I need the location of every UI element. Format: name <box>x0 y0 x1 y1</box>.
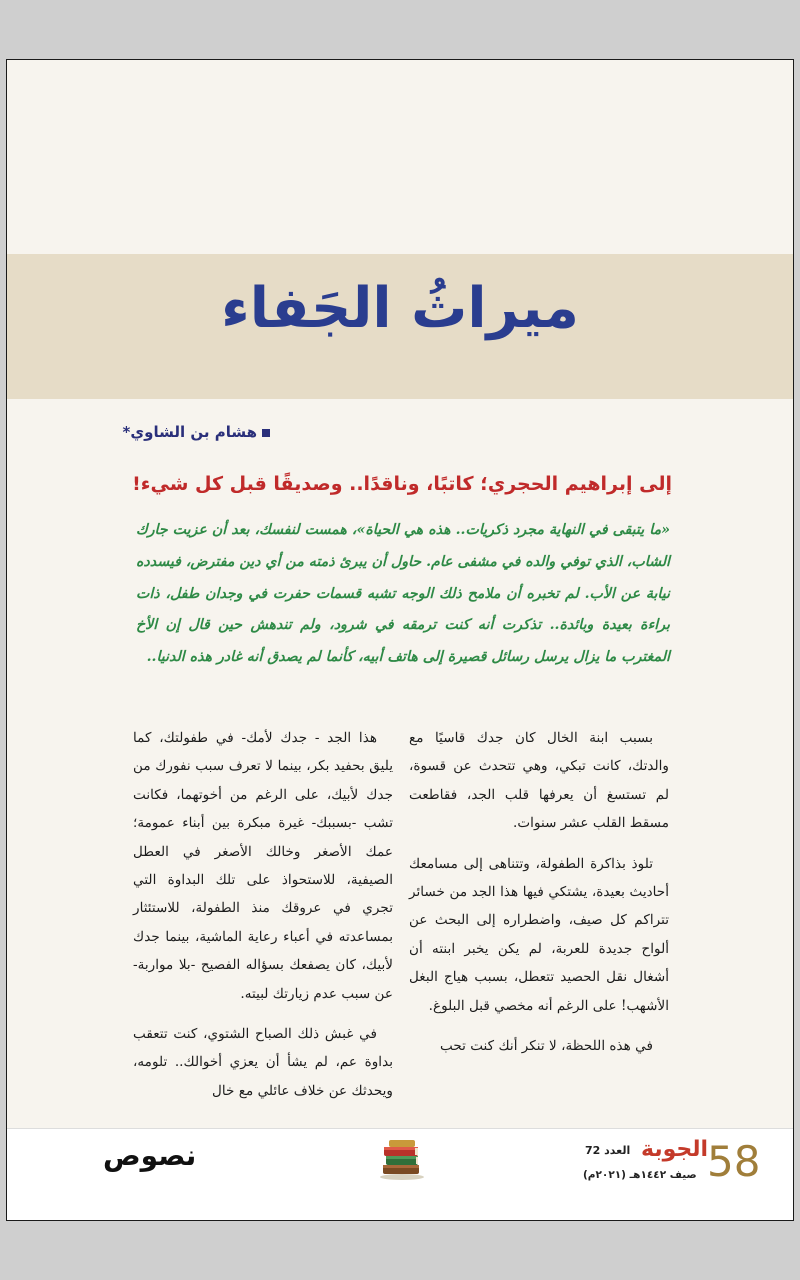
paragraph: بسبب ابنة الخال كان جدك قاسيًا مع والدتك، كانت تبكي، وهي تتحدث عن قسوة، لم تستسغ أن يعرفها قلب الجد، فقاطعت مسقط القلب عشر سنوات. <box>409 730 669 832</box>
author-name: هشام بن الشاوي* <box>122 423 257 441</box>
article-title: ميراثُ الجَفاء <box>221 276 579 341</box>
paragraph: في هذه اللحظة، لا تنكر أنك كنت تحب <box>439 1038 653 1055</box>
page-number: 58 <box>707 1137 761 1186</box>
magazine-page <box>6 59 794 1221</box>
dedication: إلى إبراهيم الحجري؛ كاتبًا، وناقدًا.. وصديقًا قبل كل شيء! <box>132 473 672 495</box>
issue-date: صيف ١٤٤٢هـ (٢٠٢١م) <box>583 1169 697 1181</box>
magazine-name: الجوبة <box>641 1137 709 1162</box>
issue-label: العدد 72 <box>585 1144 631 1157</box>
paragraph: هذا الجد - جدك لأمك- في طفولتك، كما يليق بحفيد بكر، بينما لا تعرف سبب نفورك من جدك لأبيك، على الرغم من أخوتهما، فكانت تشب -بسببك- غيرة مبكرة بين أبناء عمومة؛ عمك الأصغر وخالك الأصغر في العطل الصيفية، للاستحواذ على تلك البداوة التي تجري في عروقك منذ الطفولة، للاستئثار بمساعدته في أعباء رعاية الماشية، بينما جدك لأبيك، كان يصفعك بسؤاله الفصيح -بلا مواربة- عن سبب عدم زيارتك لبيته. <box>133 730 393 1002</box>
paragraph: تلوذ بذاكرة الطفولة، وتتناهى إلى مسامعك أحاديث بعيدة، يشتكي فيها هذا الجد من خسائر تتراكم كل صيف، واضطراره إلى البحث عن ألواح جديدة للعربة، لم يكن يخبر ابنته أن أشغال نقل الحصيد تتعطل، بسبب هياج البغل الأشهب! على الرغم أنه مخصي قبل البلوغ. <box>409 855 669 1014</box>
text-column-left <box>133 724 393 1117</box>
author-line <box>123 423 270 441</box>
books-icon <box>377 1137 427 1181</box>
paragraph: في غبش ذلك الصباح الشتوي، كنت تتعقب بداوة عم، لم يشأ أن يعزي أخوالك.. تلومه، ويحدثك عن خلاف عائلي مع خال <box>133 1026 393 1099</box>
bullet-square-icon <box>262 429 270 437</box>
section-label: نصوص <box>103 1139 197 1172</box>
page-footer <box>7 1128 793 1220</box>
text-column-right <box>409 724 669 1072</box>
epigraph: «ما يتبقى في النهاية مجرد ذكريات.. هذه هي الحياة»، همست لنفسك، بعد أن عزيت جارك الشاب، الذي توفي والده في مشفى عام. حاول أن يبرئ ذمته من أي دين مفترض، فيسدده نيابة عن الأب. لم تخبره أن ملامح ذلك الوجه تشبه قسمات حفرت في وجدان طفل، ذات براءة بعيدة وبائدة.. تذكرت أنه كنت ترمقه في شرود، ولم تندهش حين قال إن الأخ المغترب ما يزال يرسل رسائل قصيرة إلى هاتف أبيه، كأنما لم يصدق أنه غادر هذه الدنيا.. <box>136 522 670 666</box>
